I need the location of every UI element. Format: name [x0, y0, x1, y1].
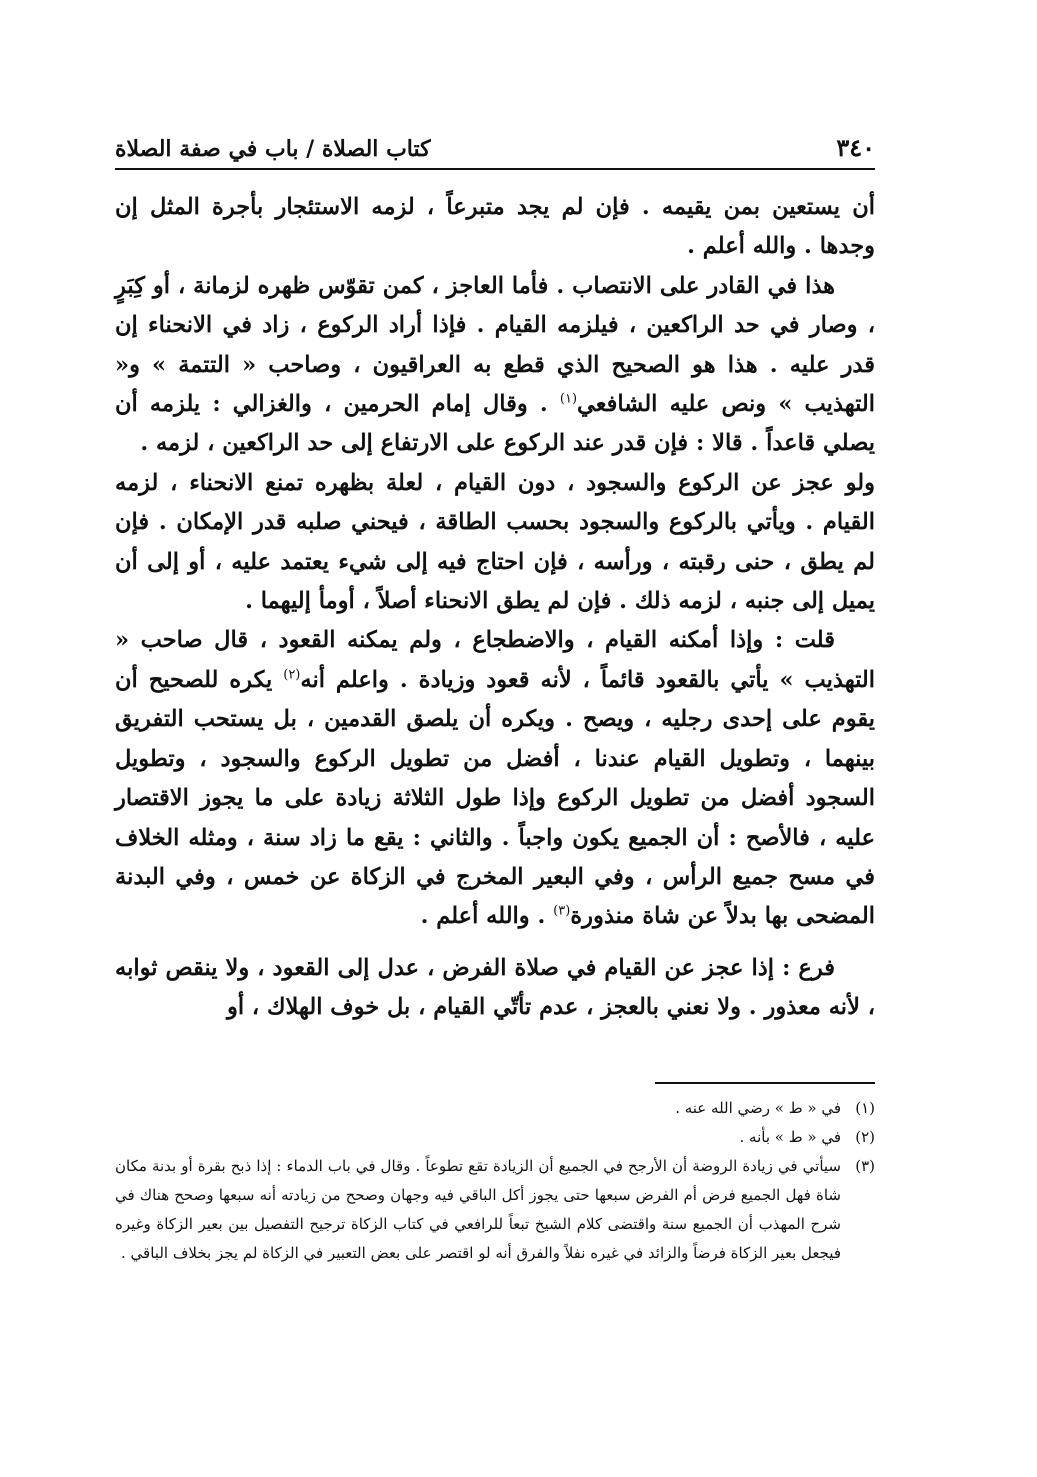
paragraph-2-part-b: . وقال إمام الحرمين ، والغزالي : يلزمه أن يصلي قاعداً . قالا : فإن قدر عند الركوع على الارتفاع إلى حد الراكعين ، لزمه . — [115, 391, 875, 457]
footnote-text: في « ط » بأنه . — [739, 1128, 841, 1146]
footnote-ref-3: (٣) — [553, 903, 571, 919]
main-text — [115, 188, 875, 1028]
footnote-3 — [115, 1152, 875, 1268]
footnotes — [115, 1094, 875, 1268]
footnote-ref-2: (٢) — [283, 667, 301, 683]
paragraph-2 — [115, 267, 875, 464]
paragraph-2-part-a: هذا في القادر على الانتصاب . فأما العاجز ، كمن تقوّس ظهره لزمانة ، أو كِبَرٍ ، وصار في حد الراكعين ، فيلزمه القيام . فإذا أراد الركوع ، زاد في الانحناء إن قدر عليه . هذا هو الصحيح الذي قطع به العراقيون ، وصاحب « التتمة » و« التهذيب » ونص عليه الشافعي — [115, 272, 875, 418]
footnote-ref-1: (١) — [559, 391, 578, 407]
paragraph-4 — [115, 621, 875, 936]
paragraph-4-part-b: يكره للصحيح أن يقوم على إحدى رجليه ، ويصح . ويكره أن يلصق القدمين ، بل يستحب التفريق بينهما ، وتطويل القيام عندنا ، أفضل من تطويل الركوع والسجود ، وتطويل السجود أفضل من تطويل الركوع وإذا طول الثلاثة زيادة على ما يجوز الاقتصار عليه ، فالأصح : أن الجميع يكون واجباً . والثاني : يقع ما زاد سنة ، ومثله الخلاف في مسح جميع الرأس ، وفي البعير المخرج في الزكاة عن خمس ، وفي البدنة المضحى بها بدلاً عن شاة منذورة — [115, 666, 875, 930]
footnote-number: (٢) — [855, 1128, 875, 1146]
paragraph-5-text: إذا عجز عن القيام في صلاة الفرض ، عدل إلى القعود ، ولا ينقص ثوابه ، لأنه معذور . ولا نعني بالعجز ، عدم تأتّي القيام ، بل خوف الهلاك ، أو — [115, 954, 875, 1021]
running-header — [115, 122, 875, 170]
footnote-2 — [115, 1123, 875, 1152]
running-title: كتاب الصلاة / باب في صفة الصلاة — [115, 136, 431, 162]
book-page — [115, 122, 875, 1422]
footnote-number: (١) — [855, 1099, 875, 1117]
qultu-lead: قلت : — [774, 627, 836, 654]
paragraph-4-part-c: . والله أعلم . — [420, 903, 554, 930]
footnote-number: (٣) — [855, 1157, 875, 1175]
footnote-separator — [655, 1082, 875, 1084]
far-lead: فرع : — [782, 954, 836, 981]
footnote-1 — [115, 1094, 875, 1123]
paragraph-4-part-a: وإذا أمكنه القيام ، والاضطجاع ، ولم يمكنه القعود ، قال صاحب « التهذيب » يأتي بالقعود قائماً ، لأنه قعود وزيادة . واعلم أنه — [115, 627, 875, 693]
footnote-text: في « ط » رضي الله عنه . — [675, 1099, 841, 1117]
paragraph-3: ولو عجز عن الركوع والسجود ، دون القيام ، لعلة بظهره تمنع الانحناء ، لزمه القيام . ويأتي بالركوع والسجود بحسب الطاقة ، فيحني صلبه قدر الإمكان . فإن لم يطق ، حنى رقبته ، ورأسه ، فإن احتاج فيه إلى شيء يعتمد عليه ، أو إلى أن يميل إلى جنبه ، لزمه ذلك . فإن لم يطق الانحناء أصلاً ، أومأ إليهما . — [115, 469, 875, 615]
footnote-text: سيأتي في زيادة الروضة أن الأرجح في الجميع أن الزيادة تقع تطوعاً . وقال في باب الدماء : إذا ذبح بقرة أو بدنة مكان شاة فهل الجميع فرض أم الفرض سبعها حتى يجوز أكل الباقي فيه وجهان وصحح من زيادته أنه سبعها وصحح هناك في شرح المهذب أن الجميع سنة واقتضى كلام الشيخ تبعاً للرافعي في كتاب الزكاة ترجيح التفصيل بين بعير الزكاة وغيره فيجعل بعير الزكاة فرضاً والزائد في غيره نفلاً والفرق أنه لو اقتصر على بعض التعبير في الزكاة لم يجز بخلاف الباقي . — [115, 1157, 841, 1262]
page-number: ٣٤٠ — [836, 133, 875, 162]
paragraph-1: أن يستعين بمن يقيمه . فإن لم يجد متبرعاً ، لزمه الاستئجار بأجرة المثل إن وجدها . والله أعلم . — [115, 194, 875, 260]
paragraph-5 — [115, 949, 875, 1028]
